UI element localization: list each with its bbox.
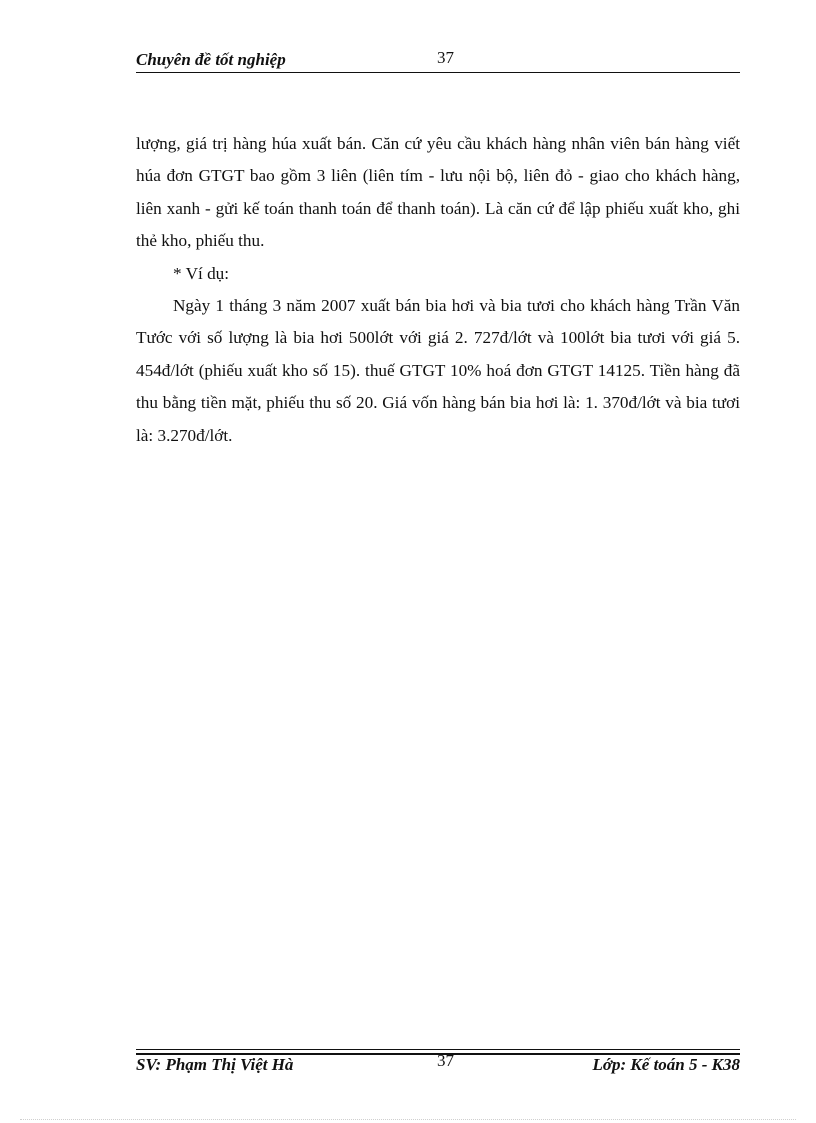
footer-page-number: 37 <box>437 1051 454 1070</box>
body-text <box>136 128 740 452</box>
page-bottom-border <box>20 1119 796 1120</box>
paragraph-continuation: lượng, giá trị hàng húa xuất bán. Căn cứ yêu cầu khách hàng nhân viên bán hàng viết húa đơn GTGT bao gồm 3 liên (liên tím - lưu nội bộ, liên đỏ - giao cho khách hàng, liên xanh - gửi kế toán thanh toán để thanh toán). Là căn cứ để lập phiếu xuất kho, ghi thẻ kho, phiếu thu. <box>136 134 740 251</box>
paragraph-example-label: * Ví dụ: <box>173 263 230 283</box>
footer-divider-thin <box>136 1049 740 1050</box>
header-page-number: 37 <box>437 48 454 67</box>
page-header <box>136 48 740 73</box>
paragraph-example: Ngày 1 tháng 3 năm 2007 xuất bán bia hơi và bia tươi cho khách hàng Trần Văn Tước với số lượng là bia hơi 500lớt với giá 2. 727đ/lớt và 100lớt bia tươi với giá 5. 454đ/lớt (phiếu xuất kho số 15). thuế GTGT 10% hoá đơn GTGT 14125. Tiền hàng đã thu bằng tiền mặt, phiếu thu số 20. Giá vốn hàng bán bia hơi là: 1. 370đ/lớt và bia tươi là: 3.270đ/lớt. <box>136 296 740 445</box>
footer-student-name: SV: Phạm Thị Việt Hà <box>136 1055 294 1074</box>
header-title: Chuyên đề tốt nghiệp <box>136 50 286 69</box>
footer-class-name: Lớp: Kế toán 5 - K38 <box>592 1055 740 1074</box>
